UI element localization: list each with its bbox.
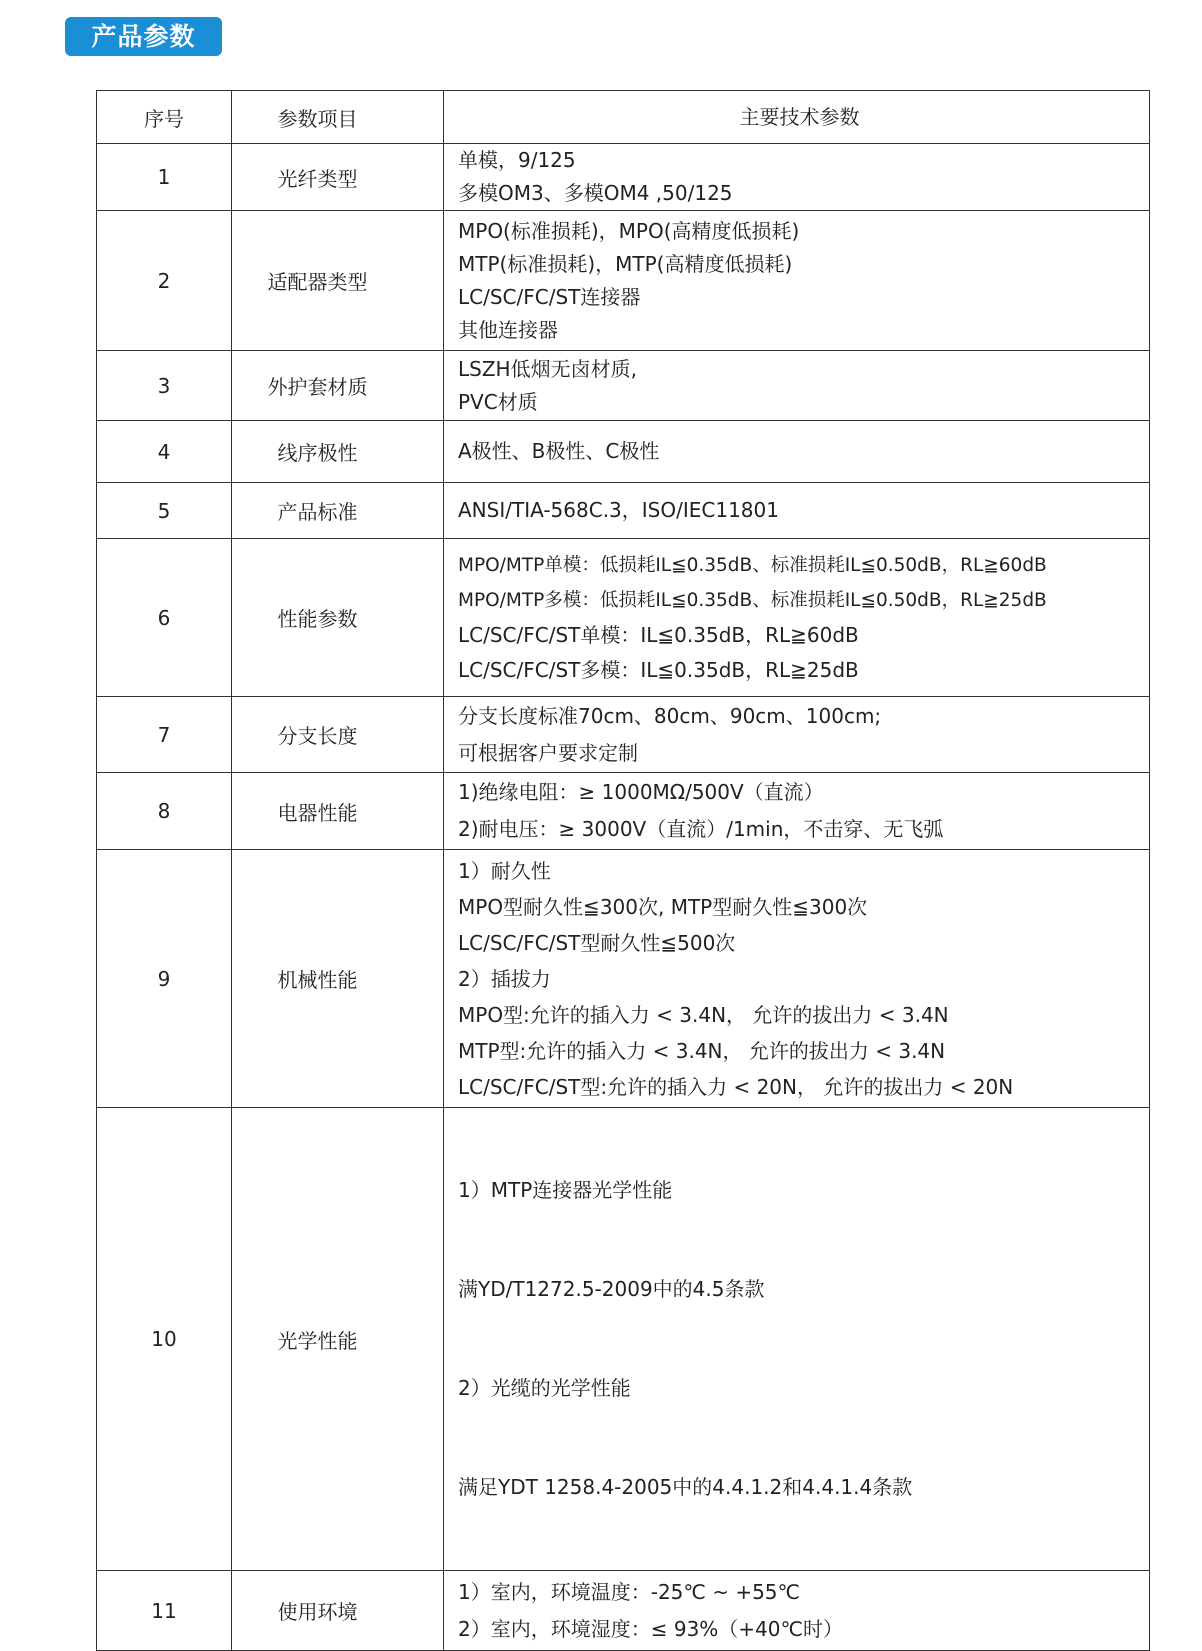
row-no: 1 <box>97 144 232 211</box>
row-item: 光学性能 <box>232 1108 444 1571</box>
row-no: 3 <box>97 351 232 421</box>
value-line: ANSI/TIA-568C.3，ISO/IEC11801 <box>458 498 779 522</box>
table-row <box>97 144 1150 211</box>
table-row <box>97 539 1150 697</box>
row-no: 5 <box>97 483 232 539</box>
value-line: 2）光缆的光学性能 <box>458 1376 631 1400</box>
row-no: 6 <box>97 539 232 697</box>
row-values <box>444 773 1150 850</box>
value-line: 多模OM3、多模OM4 ,50/125 <box>458 181 733 205</box>
row-values <box>444 697 1150 773</box>
value-line: LC/SC/FC/ST型:允许的插入力 < 20N， 允许的拔出力 < 20N <box>458 1074 1014 1099</box>
row-values <box>444 144 1150 211</box>
header-no: 序号 <box>97 91 232 144</box>
value-line: LSZH低烟无卤材质, <box>458 356 637 381</box>
row-no: 2 <box>97 211 232 351</box>
table-row <box>97 697 1150 773</box>
value-line: A极性、B极性、C极性 <box>458 439 660 463</box>
table-row <box>97 351 1150 421</box>
row-values <box>444 483 1150 539</box>
value-line: MTP型:允许的插入力 < 3.4N， 允许的拔出力 < 3.4N <box>458 1038 946 1063</box>
value-line: LC/SC/FC/ST多模：IL≦0.35dB，RL≧25dB <box>458 657 859 682</box>
table-row <box>97 1571 1150 1651</box>
value-line: 满YD/T1272.5-2009中的4.5条款 <box>458 1277 765 1301</box>
value-line: 2）室内，环境湿度：≤ 93%（+40℃时） <box>458 1616 843 1641</box>
value-line: 其他连接器 <box>458 317 558 342</box>
table-row <box>97 483 1150 539</box>
value-line: 1）耐久性 <box>458 858 551 883</box>
value-line: MPO型耐久性≦300次, MTP型耐久性≦300次 <box>458 894 868 919</box>
value-line: 1）室内，环境温度：-25℃ ~ +55℃ <box>458 1579 800 1604</box>
value-line: MPO(标准损耗)，MPO(高精度低损耗) <box>458 218 800 243</box>
row-no: 7 <box>97 697 232 773</box>
header-item: 参数项目 <box>232 91 444 144</box>
value-line: PVC材质 <box>458 389 538 414</box>
row-item: 线序极性 <box>232 421 444 483</box>
value-line: MPO/MTP单模：低损耗IL≦0.35dB、标准损耗IL≦0.50dB，RL≧60dB <box>458 554 1047 576</box>
row-item: 性能参数 <box>232 539 444 697</box>
row-item: 光纤类型 <box>232 144 444 211</box>
row-values <box>444 211 1150 351</box>
value-line: MPO/MTP多模：低损耗IL≦0.35dB、标准损耗IL≦0.50dB，RL≧25dB <box>458 589 1047 611</box>
row-item: 分支长度 <box>232 697 444 773</box>
value-line: MPO型:允许的插入力 < 3.4N， 允许的拔出力 < 3.4N <box>458 1002 949 1027</box>
value-line: 2)耐电压：≥ 3000V（直流）/1min，不击穿、无飞弧 <box>458 817 944 841</box>
row-values <box>444 1108 1150 1571</box>
spec-table <box>96 90 1150 1651</box>
row-item: 使用环境 <box>232 1571 444 1651</box>
row-item: 适配器类型 <box>232 211 444 351</box>
value-line: MTP(标准损耗)，MTP(高精度低损耗) <box>458 251 793 276</box>
value-line: 1)绝缘电阻：≥ 1000MΩ/500V（直流） <box>458 780 824 804</box>
table-row <box>97 850 1150 1108</box>
header-values: 主要技术参数 <box>444 91 1150 144</box>
value-line: 1）MTP连接器光学性能 <box>458 1178 673 1202</box>
row-values <box>444 351 1150 421</box>
row-item: 机械性能 <box>232 850 444 1108</box>
value-line: LC/SC/FC/ST连接器 <box>458 284 641 309</box>
section-title-badge <box>65 17 222 56</box>
table-row <box>97 773 1150 850</box>
value-line: 满足YDT 1258.4-2005中的4.4.1.2和4.4.1.4条款 <box>458 1475 913 1499</box>
row-no: 8 <box>97 773 232 850</box>
row-values <box>444 421 1150 483</box>
table-row <box>97 421 1150 483</box>
row-item: 产品标准 <box>232 483 444 539</box>
value-line: 2）插拔力 <box>458 966 551 991</box>
value-line: 可根据客户要求定制 <box>458 740 638 765</box>
value-line: LC/SC/FC/ST型耐久性≦500次 <box>458 930 736 955</box>
row-item: 电器性能 <box>232 773 444 850</box>
row-item: 外护套材质 <box>232 351 444 421</box>
row-values <box>444 539 1150 697</box>
row-no: 4 <box>97 421 232 483</box>
table-header-row <box>97 91 1150 144</box>
row-values <box>444 850 1150 1108</box>
row-values <box>444 1571 1150 1651</box>
row-no: 10 <box>97 1108 232 1571</box>
section-title: 产品参数 <box>91 22 196 51</box>
value-line: 单模，9/125 <box>458 148 576 172</box>
value-line: LC/SC/FC/ST单模：IL≦0.35dB，RL≧60dB <box>458 622 859 647</box>
value-line: 分支长度标准70cm、80cm、90cm、100cm; <box>458 703 882 728</box>
row-no: 11 <box>97 1571 232 1651</box>
table-row <box>97 211 1150 351</box>
row-no: 9 <box>97 850 232 1108</box>
table-row <box>97 1108 1150 1571</box>
